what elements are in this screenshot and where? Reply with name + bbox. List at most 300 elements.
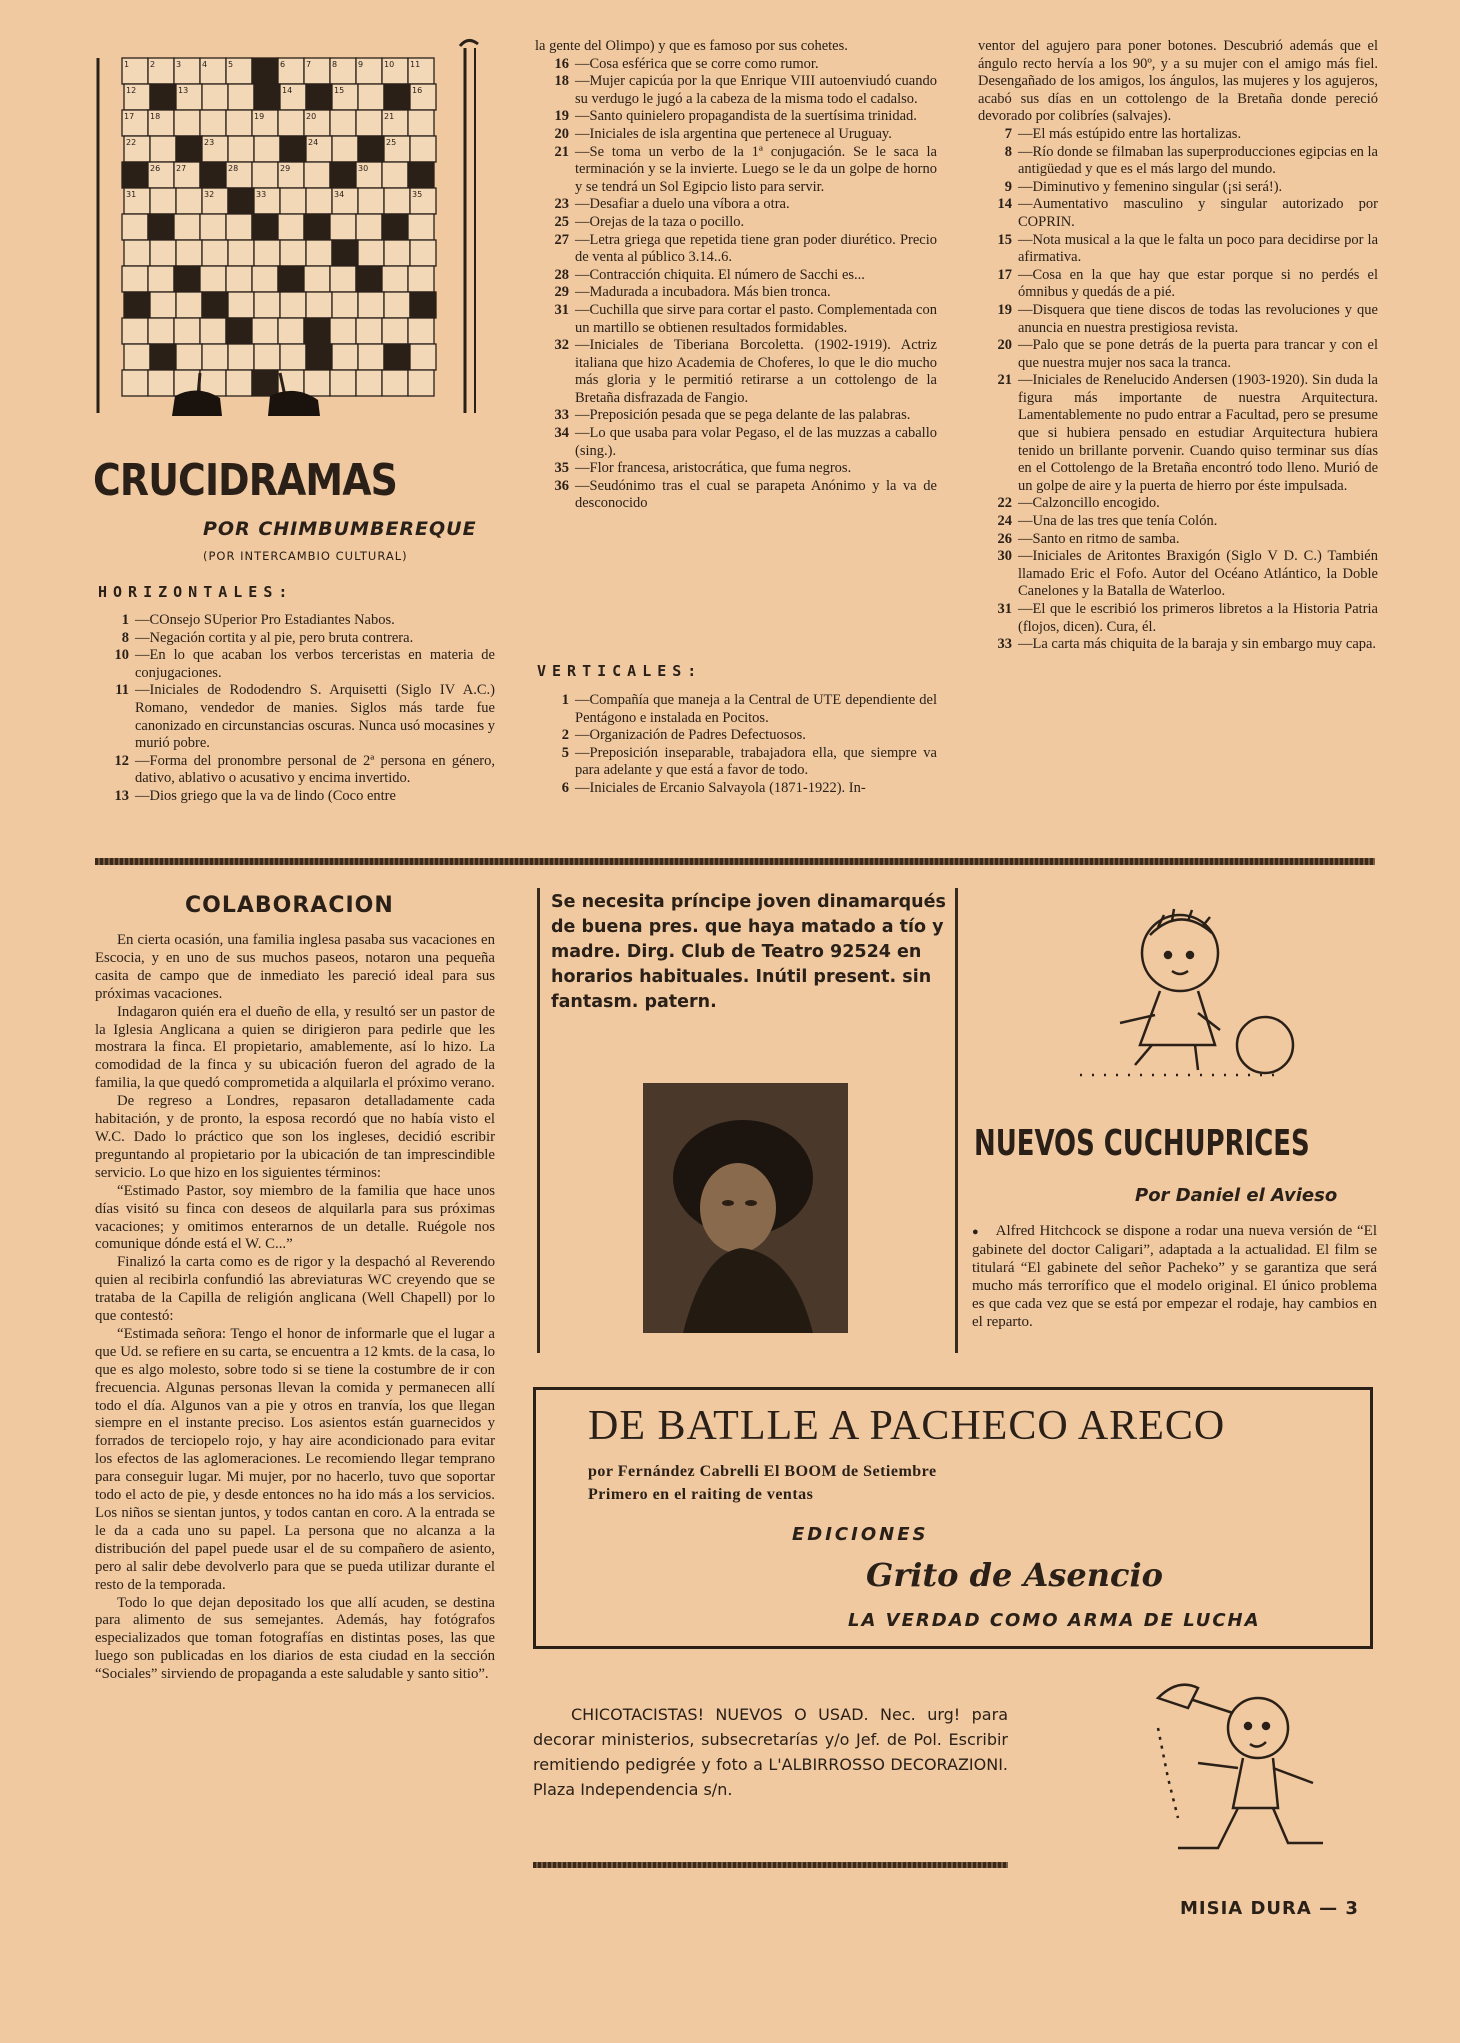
clue-number: 27: [554, 231, 569, 248]
clue-item: [95, 647, 495, 682]
crossword-cell: [408, 214, 434, 240]
crossword-cell: [176, 240, 202, 266]
crossword-cell: [252, 162, 278, 188]
clue-number: 21: [554, 143, 569, 160]
clue-item: [978, 513, 1378, 531]
clue-text: —En lo que acaban los verbos terceristas en materia de conjugaciones.: [135, 647, 495, 681]
crossword-cell: [304, 214, 330, 240]
crossword-cell: [228, 84, 254, 110]
clue-text: —Mujer capicúa por la que Enrique VIII autoenviudó cuando su verdugo le jugó a la cabeza de la misma todo el cadalso.: [575, 73, 937, 107]
clue-text: —Aumentativo masculino y singular autorizado por COPRIN.: [1018, 196, 1378, 230]
clue-text: —Cosa en la que hay que estar porque si no perdés el ómnibus y quedás de a pié.: [1018, 266, 1378, 301]
column-rule-left: [537, 888, 540, 1353]
clue-item: [535, 727, 937, 745]
colaboracion-paragraph: Finalizó la carta como es de rigor y la despachó al Reverendo quien al recibirla confundió las abreviaturas WC creyendo que se trataba de la Capilla de religión anglicana (Well Chapell) por lo que contestó:: [95, 1254, 495, 1325]
crossword-cell: [150, 240, 176, 266]
clue-number: 16: [554, 55, 569, 72]
clue-text: —Forma del pronombre personal de 2ª persona en género, dativo, ablativo o acusativo y encima invertido.: [135, 752, 495, 787]
colaboracion-paragraph: Todo lo que dejan depositado los que allí acuden, se destina para alimento de sus semejantes. Además, hay fotógrafos especializados que toman fotografías en distintas poses, las que luego son publicadas en los diarios de esta ciudad en la sección “Sociales” sirviendo de propaganda a este saludable y santo sitio”.: [95, 1594, 495, 1683]
clue-number: 1: [121, 612, 129, 628]
clue-number: 2: [561, 727, 569, 744]
clue-number: 8: [121, 629, 129, 646]
crossword-cell: [304, 162, 330, 188]
crossword-number: 14: [282, 86, 293, 95]
crossword-cell: [410, 344, 436, 370]
crossword-number: 11: [410, 60, 421, 69]
crossword-cell: [200, 110, 226, 136]
colaboracion-paragraph: De regreso a Londres, repasaron detalladamente cada habitación, y de pronto, la esposa recordó que no había visto el W.C. Dado lo práctico que son los ingleses, decidió escribir preguntando al propietario por la ubicación de tan imprescindible servicio. Lo que hizo en los siguientes términos:: [95, 1093, 495, 1181]
crossword-cell: [202, 292, 228, 318]
crossword-cell: [122, 162, 148, 188]
clue-item: [535, 337, 937, 407]
crossword-number: 24: [308, 138, 319, 147]
crossword-cell: [330, 266, 356, 292]
book-ad-slogan: LA VERDAD COMO ARMA DE LUCHA: [848, 1610, 1261, 1631]
crossword-cell: [278, 214, 304, 240]
chicotacistas-ad: CHICOTACISTAS! NUEVOS O USAD. Nec. urg! para decorar ministerios, subsecretarías y/o Jef. de Pol. Escribir remitiendo pedigrée y foto a L'ALBIRROSSO DECORAZIONI. Plaza Independencia s/n.: [533, 1705, 1008, 1799]
clue-text: —Preposición inseparable, trabajadora ella, que siempre va para adelante y que está a favor de todo.: [575, 744, 937, 779]
book-ad-box: [533, 1387, 1373, 1649]
clue-number: 20: [554, 125, 569, 142]
clue-text: —Santo quinielero propagandista de la suertísima trinidad.: [575, 108, 917, 125]
book-ad-publisher: Grito de Asencio: [866, 1556, 1163, 1594]
crossword-cell: [280, 136, 306, 162]
clue-text: —El que le escribió los primeros libretos a la Historia Patria (flojos, dicen). Cura, él.: [1018, 601, 1378, 635]
crossword-cell: [332, 136, 358, 162]
portrait-photo: [643, 1083, 848, 1333]
clue-text: —Cuchilla que sirve para cortar el pasto. Complementada con un martillo se obtienen resultados formidables.: [575, 301, 937, 336]
crossword-number: 3: [176, 60, 182, 69]
clue-text: —La carta más chiquita de la baraja y sin embargo muy capa.: [1018, 636, 1377, 653]
clue-number: 22: [997, 495, 1012, 512]
clue-number: 36: [554, 477, 569, 494]
crossword-cell: [176, 344, 202, 370]
crossword-number: 22: [126, 138, 137, 147]
clue-text: —Iniciales de isla argentina que pertenece al Uruguay.: [575, 125, 892, 142]
colaboracion-title: COLABORACION: [185, 893, 394, 918]
clue-item: [535, 302, 937, 337]
crossword-cell: [306, 344, 332, 370]
clue-text: —El más estúpido entre las hortalizas.: [1018, 125, 1242, 142]
crossword-cell: [382, 214, 408, 240]
crossword-number: 29: [280, 164, 291, 173]
crossword-cell: [280, 188, 306, 214]
crossword-cell: [254, 240, 280, 266]
clue-number: 13: [114, 787, 129, 804]
clue-item: [978, 531, 1378, 549]
crossword-number: 23: [204, 138, 215, 147]
crossword-cell: [176, 292, 202, 318]
verticales-list-col3: [978, 38, 1378, 654]
crossword-cell: [358, 240, 384, 266]
cuchuprices-text: Alfred Hitchcock se dispone a rodar una nueva versión de “El gabinete del doctor Caligari”, adaptada a la actualidad. El film se titulará “El gabinete del señor Pacheko” y se garantiza que será mucho más terrorífico que el modelo original. El único problema es que cada vez que se está por empezar el rodaje, hay cambios en el reparto.: [972, 1223, 1377, 1330]
crossword-cell: [148, 214, 174, 240]
crossword-cell: [200, 162, 226, 188]
crossword-cell: [252, 266, 278, 292]
crossword-cell: [150, 84, 176, 110]
clue-number: 19: [554, 108, 569, 125]
clue-item: [978, 548, 1378, 601]
crossword-cell: [358, 344, 384, 370]
clue-text: —Orejas de la taza o pocillo.: [575, 213, 745, 230]
clue-item: [95, 788, 495, 806]
crossword-cell: [228, 240, 254, 266]
clue-number: 31: [997, 601, 1012, 617]
crossword-number: 27: [176, 164, 187, 173]
crossword-cell: [148, 370, 174, 396]
crossword-cell: [410, 136, 436, 162]
crossword-cell: [280, 292, 306, 318]
clue-item: [535, 196, 937, 214]
clue-text: —Calzoncillo encogido.: [1018, 495, 1160, 512]
book-ad-line1: por Fernández Cabrelli El BOOM de Setiembre: [588, 1463, 937, 1480]
clue-item: [978, 144, 1378, 179]
book-ad-line2: Primero en el raiting de ventas: [588, 1486, 814, 1503]
clue-text: —Preposición pesada que se pega delante de las palabras.: [575, 407, 911, 424]
book-ad-title: DE BATLLE A PACHECO ARECO: [588, 1403, 1226, 1449]
crossword-cell: [150, 344, 176, 370]
clue-item: [535, 745, 937, 780]
clue-text: —Río donde se filmaban las superproducciones egipcias en la antigüedad y que es el más largo del mundo.: [1018, 143, 1378, 178]
crossword-cell: [408, 162, 434, 188]
crossword-number: 21: [384, 112, 395, 121]
clue-text: —Diminutivo y femenino singular (¡si será!).: [1018, 178, 1283, 195]
clue-item: [978, 179, 1378, 197]
crossword-cell: [122, 266, 148, 292]
crossword-cell: [330, 110, 356, 136]
clue-item: [535, 108, 937, 126]
clue-text: —Seudónimo tras el cual se parapeta Anónimo y la va de desconocido: [575, 477, 937, 512]
crossword-cell: [150, 292, 176, 318]
horizontales-list-col2: [535, 38, 937, 513]
crossword-title: CRUCIDRAMAS: [93, 455, 398, 506]
clue-item: [978, 495, 1378, 513]
crossword-cell: [384, 84, 410, 110]
crossword-cell: [358, 188, 384, 214]
crossword-number: 2: [150, 60, 156, 69]
crossword-cell: [150, 188, 176, 214]
crossword-cell: [410, 292, 436, 318]
crossword-number: 7: [306, 60, 312, 69]
crossword-cell: [228, 344, 254, 370]
cuchuprices-body: [972, 1222, 1377, 1331]
crossword-number: 33: [256, 190, 267, 199]
clue-number: 33: [554, 407, 569, 424]
clue-text: —Cosa esférica que se corre como rumor.: [575, 55, 819, 72]
crossword-cell: [408, 110, 434, 136]
crossword-number: 1: [124, 60, 130, 69]
crossword-cell: [174, 110, 200, 136]
crossword-cell: [200, 266, 226, 292]
crossword-cell: [226, 370, 252, 396]
clue-number: 12: [114, 752, 129, 769]
clue-number: 28: [554, 266, 569, 283]
clue-item: [535, 144, 937, 197]
clue-number: 11: [115, 682, 129, 699]
clue-item: [535, 284, 937, 302]
clue-number: 18: [554, 73, 569, 90]
crossword-cell: [150, 136, 176, 162]
crossword-number: 16: [412, 86, 423, 95]
clue-item: [535, 425, 937, 460]
crossword-number: 34: [334, 190, 345, 199]
clue-number: 29: [554, 284, 569, 301]
crossword-number: 26: [150, 164, 161, 173]
crossword-number: 13: [178, 86, 189, 95]
crossword-cell: [304, 370, 330, 396]
clue-item: [95, 630, 495, 648]
bullet-icon: ●: [972, 1226, 980, 1238]
crossword-cell: [174, 266, 200, 292]
clue-number: 23: [554, 196, 569, 213]
clue-item: [535, 126, 937, 144]
classified-ad-text: Se necesita príncipe joven dinamarqués de buena pres. que haya matado a tío y madre. Dirg. Club de Teatro 92524 en horarios habituales. Inútil present. sin fantasm. patern.: [551, 892, 946, 1012]
crossword-cell: [148, 266, 174, 292]
crossword-cell: [384, 344, 410, 370]
crossword-number: 30: [358, 164, 369, 173]
crossword-cell: [356, 266, 382, 292]
colaboracion-paragraph: “Estimado Pastor, soy miembro de la familia que hace unos días visitó su finca con deseos de alquilarla para sus próximas vacaciones; y omitimos enterarnos de un detalle. Ruégole nos comunique dónde está el W. C...”: [95, 1182, 495, 1253]
clue-item: [535, 38, 937, 56]
page-footer: MISIA DURA — 3: [1180, 1898, 1359, 1919]
crossword-cell: [330, 370, 356, 396]
cartoon-running-man: [1138, 1668, 1338, 1863]
crossword-note: (POR INTERCAMBIO CULTURAL): [203, 549, 408, 563]
clue-text: —Madurada a incubadora. Más bien tronca.: [575, 284, 831, 301]
crossword-cell: [228, 292, 254, 318]
clue-text: —Iniciales de Tiberiana Borcoletta. (1902-1919). Actriz italiana que hizo Academia de Choferes, lo que le dio mucho más gloria y le permitió retirarse a un cottolengo de la Bretaña disfrazada de Fangio.: [575, 337, 937, 406]
crossword-cell: [306, 240, 332, 266]
clue-text: —Desafiar a duelo una víbora a otra.: [575, 196, 790, 213]
crossword-illustration: [80, 18, 500, 433]
clue-number: 8: [1004, 143, 1012, 160]
crossword-cell: [228, 136, 254, 162]
clue-text: —Nota musical a la que le falta un poco para decidirse por la afirmativa.: [1018, 231, 1378, 266]
crossword-cell: [174, 214, 200, 240]
crossword-cell: [332, 344, 358, 370]
crossword-cell: [202, 344, 228, 370]
clue-item: [535, 407, 937, 425]
crossword-number: 6: [280, 60, 286, 69]
crossword-cell: [304, 266, 330, 292]
clue-item: [978, 601, 1378, 636]
clue-number: 20: [997, 337, 1012, 354]
clue-text: —Iniciales de Renelucido Andersen (1903-1920). Sin duda la figura más importante de nuestra Arquitectura. Lamentablemente no pudo entrar a Facultad, pero se presume que si hubiera pensado en estudiar Arquitectura hubiera tenido un brillante porvenir. Cuando quiso terminar sus días en el Cottolengo de la Bretaña encontró todo lleno. Murió de un golpe de aire y la puerta de hierro por éste impulsada.: [1018, 372, 1378, 494]
column-rule-right: [955, 888, 958, 1353]
horizontales-list-col1: [95, 612, 495, 806]
crossword-cell: [356, 370, 382, 396]
crossword-cell: [202, 84, 228, 110]
crossword-cell: [176, 136, 202, 162]
cuchuprices-title: NUEVOS CUCHUPRICES: [974, 1123, 1310, 1164]
crossword-number: 5: [228, 60, 234, 69]
crossword-number: 19: [254, 112, 265, 121]
crossword-cell: [122, 370, 148, 396]
crossword-number: 28: [228, 164, 239, 173]
crossword-cell: [254, 292, 280, 318]
crossword-cell: [200, 214, 226, 240]
clue-item: [978, 232, 1378, 267]
crossword-cell: [356, 318, 382, 344]
clue-number: 33: [997, 636, 1012, 653]
crossword-cell: [384, 188, 410, 214]
clue-item: [978, 267, 1378, 302]
clue-text: —Iniciales de Aritontes Braxigón (Siglo V D. C.) También llamado Eric el Fofo. Autor del Océano Atlántico, la Doble Canelones y la Batalla de Waterloo.: [1018, 548, 1378, 600]
clue-number: 34: [554, 425, 569, 442]
crossword-cell: [384, 292, 410, 318]
crossword-cell: [252, 370, 278, 396]
clue-number: 10: [114, 647, 129, 664]
clue-text: —Compañía que maneja a la Central de UTE dependiente del Pentágono e instalada en Pocitos.: [575, 692, 937, 726]
crossword-cell: [408, 370, 434, 396]
cartoon-child-ball: [1080, 905, 1330, 1090]
crossword-cell: [226, 266, 252, 292]
clue-text: —Una de las tres que tenía Colón.: [1018, 513, 1218, 530]
crossword-cell: [356, 110, 382, 136]
crossword-number: 35: [412, 190, 423, 199]
clue-item: [978, 337, 1378, 372]
clue-number: 7: [1004, 125, 1012, 142]
crossword-cell: [124, 344, 150, 370]
clue-text: —COnsejo SUperior Pro Estadiantes Nabos.: [135, 612, 395, 628]
crossword-cell: [330, 162, 356, 188]
section-divider: [95, 858, 1375, 865]
clue-text: —Dios griego que la va de lindo (Coco entre: [135, 787, 396, 804]
verticales-list-col2: [535, 692, 937, 798]
crossword-cell: [226, 214, 252, 240]
clue-text: —Disquera que tiene discos de todas las revoluciones y que anuncia en nuestra prestigiosa revista.: [1018, 301, 1378, 336]
crossword-cell: [382, 318, 408, 344]
crossword-cell: [330, 214, 356, 240]
crossword-number: 32: [204, 190, 215, 199]
clue-text: —Se toma un verbo de la 1ª conjugación. Se le saca la terminación y se la invierte. Luego se le da un golpe de horno y se tendrá un Sol Egipcio listo para servir.: [575, 143, 937, 195]
crossword-number: 17: [124, 112, 135, 121]
clue-text: —Flor francesa, aristocrática, que fuma negros.: [575, 460, 852, 477]
crossword-cell: [252, 318, 278, 344]
clue-item: [535, 460, 937, 478]
crossword-author: POR CHIMBUMBEREQUE: [203, 518, 477, 540]
crossword-number: 4: [202, 60, 208, 69]
bottom-divider: [533, 1862, 1008, 1868]
clue-text: —Organización de Padres Defectuosos.: [575, 727, 806, 744]
crossword-number: 15: [334, 86, 345, 95]
crossword-number: 20: [306, 112, 317, 121]
crossword-number: 8: [332, 60, 338, 69]
clue-number: 6: [561, 779, 569, 796]
crossword-cell: [174, 318, 200, 344]
clue-text: —Iniciales de Ercanio Salvayola (1871-1922). In-: [575, 779, 866, 796]
clue-text: —Iniciales de Rododendro S. Arquisetti (Siglo IV A.C.) Romano, vendedor de manies. Siglos más tarde fue canonizado en circunstancias oscuras. Nunca usó mocasines y murió pobre.: [135, 682, 495, 752]
crossword-cell: [306, 84, 332, 110]
crossword-grid: [80, 18, 500, 433]
clue-item: [535, 780, 937, 798]
clue-item: [535, 267, 937, 285]
clue-text: —Letra griega que repetida tiene gran poder diurético. Precio de venta al público 3.14..6.: [575, 231, 937, 266]
colaboracion-paragraph: Indagaron quién era el dueño de ella, y resultó ser un pastor de la Iglesia Anglicana a quien se dirigieron para pedirle que les mostrara la finca. El propietario, amablemente, así lo hizo. La comodidad de la finca y su ubicación fueron del agrado de la familia, la que quedó comprometida a alquilarla el próximo verano.: [95, 1003, 495, 1092]
clue-text: la gente del Olimpo) y que es famoso por sus cohetes.: [535, 38, 848, 54]
crossword-cell: [304, 318, 330, 344]
clue-number: 1: [561, 692, 569, 708]
crossword-cell: [202, 240, 228, 266]
clue-number: 32: [554, 337, 569, 354]
crossword-cell: [254, 84, 280, 110]
clue-item: [978, 636, 1378, 654]
crossword-cell: [228, 188, 254, 214]
clue-item: [535, 478, 937, 513]
crossword-cell: [280, 240, 306, 266]
clue-item: [95, 612, 495, 630]
crossword-cell: [358, 136, 384, 162]
crossword-number: 25: [386, 138, 397, 147]
crossword-number: 12: [126, 86, 137, 95]
crossword-cell: [122, 214, 148, 240]
crossword-cell: [332, 292, 358, 318]
crossword-cell: [332, 240, 358, 266]
clue-item: [535, 232, 937, 267]
crossword-cell: [176, 188, 202, 214]
book-ad-ediciones: EDICIONES: [792, 1524, 929, 1545]
clue-number: 14: [997, 196, 1012, 213]
clue-number: 5: [561, 744, 569, 761]
crossword-cell: [200, 318, 226, 344]
crossword-cell: [358, 84, 384, 110]
clue-number: 31: [554, 301, 569, 318]
cuchuprices-author: Por Daniel el Avieso: [1135, 1185, 1338, 1206]
clue-number: 9: [1004, 178, 1012, 195]
crossword-cell: [252, 58, 278, 84]
crossword-number: 18: [150, 112, 161, 121]
clue-number: 35: [554, 460, 569, 477]
crossword-cell: [356, 214, 382, 240]
crossword-cell: [382, 162, 408, 188]
clue-item: [535, 214, 937, 232]
crossword-cell: [382, 370, 408, 396]
clue-item: [978, 372, 1378, 495]
crossword-cell: [148, 318, 174, 344]
verticales-heading: VERTICALES:: [537, 662, 703, 680]
clue-item: [95, 753, 495, 788]
crossword-cell: [358, 292, 384, 318]
crossword-cell: [254, 344, 280, 370]
clue-text: —Palo que se pone detrás de la puerta para trancar y con el que nuestra mujer nos saca la tranca.: [1018, 337, 1378, 371]
crossword-cell: [124, 292, 150, 318]
clue-item: [535, 692, 937, 727]
clue-number: 25: [554, 213, 569, 230]
clue-item: [535, 73, 937, 108]
clue-text: —Contracción chiquita. El número de Sacchi es...: [575, 266, 865, 283]
clue-number: 17: [997, 266, 1012, 283]
clue-item: [535, 56, 937, 74]
clue-number: 15: [997, 231, 1012, 248]
clue-item: [978, 126, 1378, 144]
crossword-cell: [384, 240, 410, 266]
crossword-cell: [408, 266, 434, 292]
clue-text: —Santo en ritmo de samba.: [1018, 530, 1180, 547]
colaboracion-paragraph: “Estimada señora: Tengo el honor de informarle que el lugar a que Ud. se refiere en su carta, se encuentra a 12 kmts. de la casa, lo que es algo molesto, sobre todo si se tiene la costumbre de ir con frecuencia. Algunas personas llevan la comida y permanecen allí todo el día. Algunos van a pie y otros en tranvía, los que llegan siempre en el instante preciso. Los asientos están guarnecidos y forrados de terciopelo rojo, y hay aire acondicionado para evitar los efectos de las aglomeraciones. Le recomiendo llegar temprano para conseguir lugar. Mi mujer, por no hacerlo, tuvo que soportar todo el acto de pie, y desde entonces no ha ido más a los servicios. Los niños se sientan juntos, y todos cantan en coro. A la entrada se le da a cada uno su papel. La persona que no alcanza a la distribución del papel puede usar el de su compañero de asiento, pero al salir debe devolverlo para que se pueda utilizar durante el resto de la temporada.: [95, 1325, 495, 1593]
clue-text: —Lo que usaba para volar Pegaso, el de las muzzas a caballo (sing.).: [575, 425, 937, 459]
crossword-cell: [278, 266, 304, 292]
clue-text: —Negación cortita y al pie, pero bruta contrera.: [135, 629, 414, 646]
clue-item: [978, 38, 1378, 126]
crossword-cell: [124, 240, 150, 266]
clue-item: [978, 196, 1378, 231]
clue-number: 21: [997, 372, 1012, 389]
clue-number: 30: [997, 548, 1012, 565]
crossword-cell: [280, 344, 306, 370]
horizontales-heading: HORIZONTALES:: [98, 583, 294, 601]
crossword-number: 9: [358, 60, 364, 69]
crossword-cell: [254, 136, 280, 162]
